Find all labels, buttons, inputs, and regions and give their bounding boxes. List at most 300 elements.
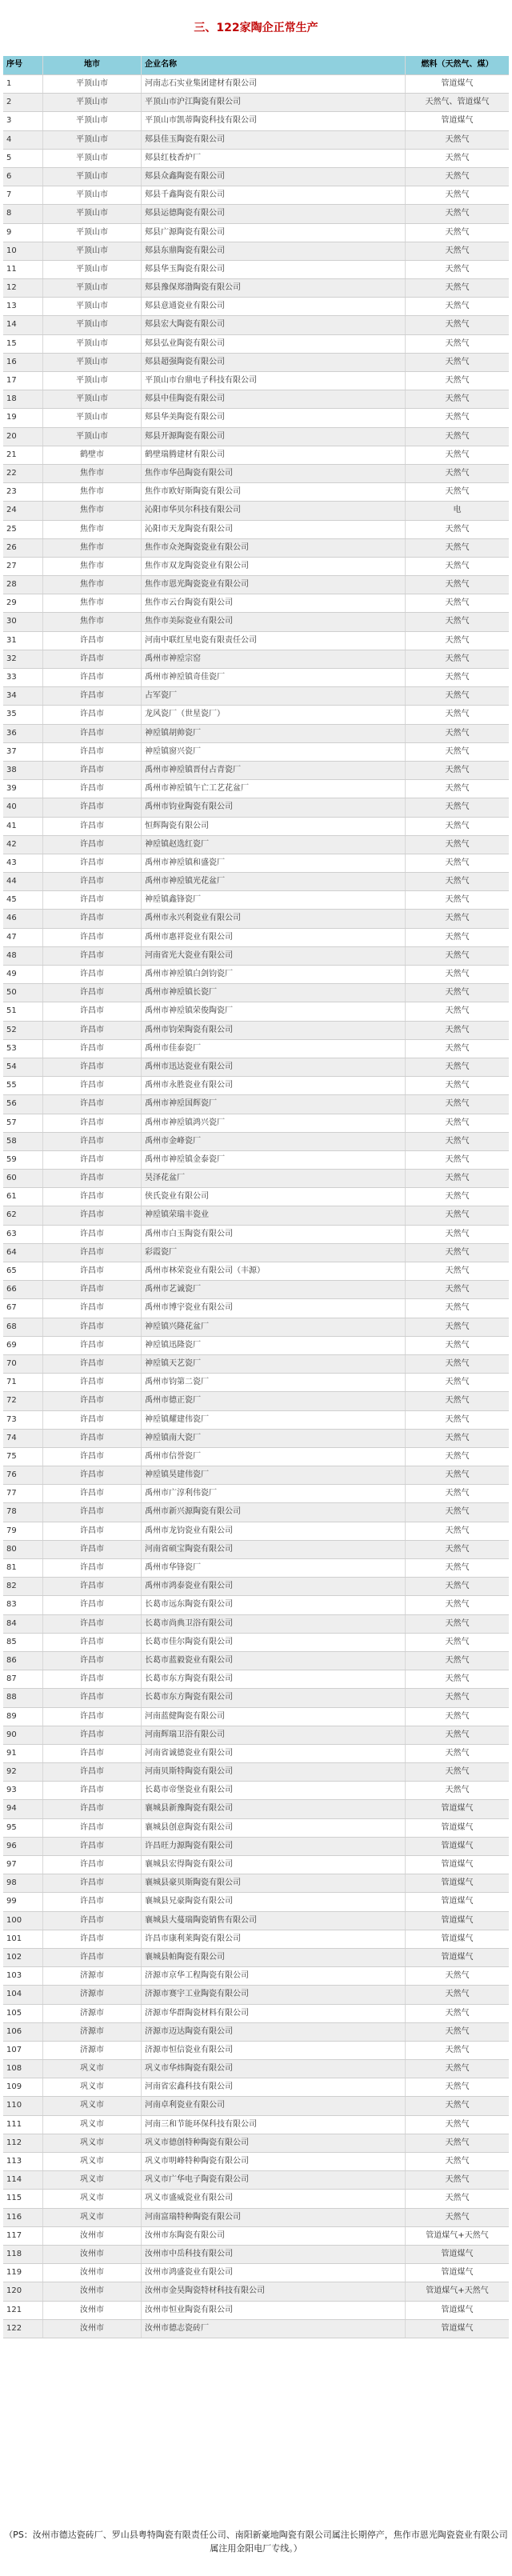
table-row	[3, 613, 509, 631]
row-fuel: 天然气	[445, 450, 470, 459]
row-city: 巩义市	[43, 2078, 142, 2096]
row-city: 济源市	[43, 2005, 142, 2022]
row-city: 许昌市	[43, 650, 142, 668]
row-city: 许昌市	[43, 1559, 142, 1577]
row-city: 平顶山市	[43, 112, 142, 130]
row-city: 许昌市	[43, 1392, 142, 1410]
row-company: 河南蓝健陶瓷有限公司	[142, 1708, 406, 1726]
row-city: 焦作市	[43, 594, 142, 612]
row-company: 禹州市钧第二瓷厂	[142, 1374, 406, 1391]
row-fuel: 管道煤气	[441, 2268, 474, 2278]
row-city: 许昌市	[43, 1652, 142, 1670]
row-index: 59	[3, 1151, 43, 1169]
row-index: 98	[3, 1874, 43, 1892]
table-row	[3, 1337, 509, 1355]
table-row	[3, 1226, 509, 1244]
row-company: 郏县中佳陶瓷有限公司	[142, 390, 406, 408]
row-city: 平顶山市	[43, 168, 142, 186]
row-index: 64	[3, 1244, 43, 1262]
row-fuel: 天然气	[445, 413, 470, 422]
row-index: 1	[3, 75, 43, 93]
row-fuel: 天然气	[445, 1358, 470, 1368]
table-row	[3, 1745, 509, 1763]
row-city: 平顶山市	[43, 242, 142, 260]
row-index: 6	[3, 168, 43, 186]
row-fuel: 天然气	[445, 970, 470, 978]
row-city: 许昌市	[43, 632, 142, 650]
row-fuel: 管道煤气	[441, 116, 474, 126]
row-index: 76	[3, 1466, 43, 1484]
row-city: 许昌市	[43, 1578, 142, 1595]
row-index: 45	[3, 891, 43, 909]
row-index: 106	[3, 2023, 43, 2041]
row-index: 79	[3, 1522, 43, 1540]
table-row	[3, 2264, 509, 2282]
row-company: 郏县豫保郑渤陶瓷有限公司	[142, 279, 406, 297]
row-fuel: 天然气	[445, 1618, 470, 1628]
row-fuel: 天然气	[445, 654, 470, 663]
table-row	[3, 1466, 509, 1485]
row-city: 许昌市	[43, 1615, 142, 1633]
table-row	[3, 1967, 509, 1986]
table-row	[3, 1986, 509, 2004]
row-company: 襄城县创意陶瓷有限公司	[142, 1819, 406, 1837]
row-index: 85	[3, 1634, 43, 1651]
row-city: 平顶山市	[43, 409, 142, 426]
row-company: 河南贝斯特陶瓷有限公司	[142, 1763, 406, 1781]
table-row	[3, 1392, 509, 1410]
row-company: 郏县佳玉陶瓷有限公司	[142, 131, 406, 149]
row-fuel: 天然气	[445, 1507, 470, 1517]
row-city: 许昌市	[43, 947, 142, 965]
table-row	[3, 2246, 509, 2264]
table-row	[3, 706, 509, 724]
row-index: 94	[3, 1800, 43, 1818]
row-index: 90	[3, 1726, 43, 1744]
table-row	[3, 910, 509, 928]
row-company: 禹州市钧业陶瓷有限公司	[142, 798, 406, 816]
table-row	[3, 428, 509, 446]
table-row	[3, 1077, 509, 1095]
row-company: 襄城县帕陶瓷有限公司	[142, 1949, 406, 1966]
row-fuel: 天然气	[445, 673, 470, 682]
row-index: 81	[3, 1559, 43, 1577]
row-fuel: 天然气	[445, 746, 470, 756]
row-company: 禹州市神垕国辉瓷厂	[142, 1095, 406, 1113]
table-row	[3, 390, 509, 409]
row-index: 17	[3, 372, 43, 390]
table-row	[3, 687, 509, 706]
row-city: 济源市	[43, 1967, 142, 1985]
row-fuel: 天然气	[445, 1025, 470, 1034]
row-company: 神垕镇兴隆花盆厂	[142, 1318, 406, 1336]
row-city: 平顶山市	[43, 279, 142, 297]
row-company: 禹州市钧荣陶瓷有限公司	[142, 1022, 406, 1039]
row-company: 昊泽花盆厂	[142, 1170, 406, 1187]
table-row	[3, 298, 509, 316]
row-index: 53	[3, 1040, 43, 1058]
row-company: 禹州市永胜瓷业有限公司	[142, 1077, 406, 1094]
row-fuel: 天然气	[445, 283, 470, 293]
row-index: 92	[3, 1763, 43, 1781]
row-company: 汝州市德志瓷砖厂	[142, 2320, 406, 2338]
row-index: 16	[3, 354, 43, 371]
row-index: 28	[3, 576, 43, 594]
row-city: 许昌市	[43, 1782, 142, 1799]
table-row	[3, 1578, 509, 1596]
table-row	[3, 1559, 509, 1578]
row-city: 平顶山市	[43, 205, 142, 222]
row-company: 禹州市神垕镇金泰瓷厂	[142, 1151, 406, 1169]
row-fuel: 天然气	[445, 858, 470, 867]
row-company: 侠氏瓷业有限公司	[142, 1188, 406, 1206]
row-company: 神垕镇荣瑞丰瓷业	[142, 1206, 406, 1224]
row-fuel: 天然气	[445, 1081, 470, 1090]
row-company: 禹州市神垕镇午亡工艺花盆厂	[142, 780, 406, 798]
row-fuel: 天然气	[445, 2064, 470, 2074]
row-index: 77	[3, 1485, 43, 1502]
row-index: 44	[3, 873, 43, 890]
row-city: 汝州市	[43, 2320, 142, 2338]
row-index: 89	[3, 1708, 43, 1726]
row-company: 沁阳市华贝尔科技有限公司	[142, 502, 406, 519]
row-city: 平顶山市	[43, 94, 142, 111]
header-cell-index: 序号	[3, 56, 43, 74]
row-fuel: 天然气	[445, 1099, 470, 1109]
row-fuel: 天然气	[445, 209, 470, 218]
row-company: 河南志石实业集团建材有限公司	[142, 75, 406, 93]
row-company: 禹州市神垕镇长瓷厂	[142, 984, 406, 1002]
row-company: 禹州市华锋瓷厂	[142, 1559, 406, 1577]
row-city: 许昌市	[43, 1745, 142, 1762]
table-row	[3, 1893, 509, 1911]
table-row	[3, 2302, 509, 2320]
row-company: 禹州市神垕镇奇佳瓷厂	[142, 669, 406, 686]
table-row	[3, 2078, 509, 2097]
row-fuel: 天然气	[445, 635, 470, 645]
row-fuel: 天然气	[445, 1136, 470, 1146]
row-city: 许昌市	[43, 1708, 142, 1726]
table-row	[3, 929, 509, 947]
row-index: 60	[3, 1170, 43, 1187]
row-fuel: 天然气	[445, 227, 470, 237]
row-index: 96	[3, 1838, 43, 1855]
row-company: 长葛市蓝毅瓷业有限公司	[142, 1652, 406, 1670]
row-index: 22	[3, 465, 43, 482]
row-index: 83	[3, 1596, 43, 1614]
row-index: 74	[3, 1430, 43, 1447]
row-company: 焦作市恩光陶瓷瓷业有限公司	[142, 576, 406, 594]
row-index: 29	[3, 594, 43, 612]
table-row	[3, 1485, 509, 1503]
row-index: 27	[3, 558, 43, 575]
row-index: 97	[3, 1856, 43, 1874]
row-city: 汝州市	[43, 2246, 142, 2263]
row-fuel: 天然气	[445, 1229, 470, 1238]
table-row	[3, 1058, 509, 1077]
table-row	[3, 1022, 509, 1040]
row-city: 巩义市	[43, 2134, 142, 2152]
row-city: 汝州市	[43, 2302, 142, 2319]
row-city: 许昌市	[43, 1726, 142, 1744]
table-row	[3, 2153, 509, 2171]
row-index: 121	[3, 2302, 43, 2319]
row-city: 许昌市	[43, 687, 142, 705]
row-index: 63	[3, 1226, 43, 1243]
table-row	[3, 1782, 509, 1800]
row-company: 巩义市华炜陶瓷有限公司	[142, 2060, 406, 2078]
row-company: 汝州市金昊陶瓷特材科技有限公司	[142, 2282, 406, 2300]
row-city: 平顶山市	[43, 354, 142, 371]
row-index: 19	[3, 409, 43, 426]
row-company: 河南省宏鑫科技有限公司	[142, 2078, 406, 2096]
row-city: 汝州市	[43, 2282, 142, 2300]
row-index: 104	[3, 1986, 43, 2003]
table-row	[3, 1670, 509, 1689]
table-row	[3, 1411, 509, 1430]
row-city: 焦作市	[43, 558, 142, 575]
row-fuel: 管道煤气+天然气	[426, 2286, 489, 2296]
row-fuel: 管道煤气	[441, 2305, 474, 2314]
row-fuel: 天然气	[445, 1303, 470, 1313]
row-company: 郏县华美陶瓷有限公司	[142, 409, 406, 426]
row-index: 82	[3, 1578, 43, 1595]
table-row	[3, 261, 509, 279]
table-row	[3, 2190, 509, 2208]
row-city: 许昌市	[43, 1448, 142, 1466]
table-row	[3, 1188, 509, 1206]
row-index: 95	[3, 1819, 43, 1837]
row-index: 24	[3, 502, 43, 519]
row-city: 平顶山市	[43, 186, 142, 204]
table-row	[3, 1708, 509, 1726]
row-index: 38	[3, 762, 43, 779]
row-index: 33	[3, 669, 43, 686]
table-row	[3, 1151, 509, 1170]
row-fuel: 天然气	[445, 988, 470, 998]
row-company: 襄城县豪贝斯陶瓷有限公司	[142, 1874, 406, 1892]
row-city: 许昌市	[43, 1670, 142, 1688]
row-index: 8	[3, 205, 43, 222]
table-row	[3, 279, 509, 298]
row-city: 许昌市	[43, 1077, 142, 1094]
row-fuel: 天然气	[445, 561, 470, 570]
row-city: 汝州市	[43, 2264, 142, 2282]
table-row	[3, 1800, 509, 1818]
table-row	[3, 150, 509, 168]
row-city: 许昌市	[43, 1522, 142, 1540]
row-company: 焦作市欧好斯陶瓷有限公司	[142, 483, 406, 501]
row-index: 100	[3, 1912, 43, 1930]
row-index: 56	[3, 1095, 43, 1113]
row-index: 71	[3, 1374, 43, 1391]
row-index: 42	[3, 836, 43, 854]
row-index: 48	[3, 947, 43, 965]
row-company: 禹州市惠祥瓷业有限公司	[142, 929, 406, 946]
row-fuel: 天然气	[445, 1748, 470, 1758]
table-row	[3, 966, 509, 984]
table-row	[3, 205, 509, 223]
row-city: 许昌市	[43, 1485, 142, 1502]
row-city: 许昌市	[43, 1206, 142, 1224]
row-city: 焦作市	[43, 465, 142, 482]
row-city: 许昌市	[43, 818, 142, 835]
row-fuel: 天然气	[445, 190, 470, 200]
row-company: 襄城县宏得陶瓷有限公司	[142, 1856, 406, 1874]
row-city: 巩义市	[43, 2116, 142, 2134]
row-city: 鹤壁市	[43, 446, 142, 464]
row-company: 焦作市云台陶瓷有限公司	[142, 594, 406, 612]
row-company: 禹州市迅达瓷业有限公司	[142, 1058, 406, 1076]
row-fuel: 天然气	[445, 2194, 470, 2203]
row-index: 87	[3, 1670, 43, 1688]
row-city: 许昌市	[43, 1337, 142, 1354]
row-company: 郏县开源陶瓷有限公司	[142, 428, 406, 446]
row-city: 许昌市	[43, 1466, 142, 1484]
row-index: 62	[3, 1206, 43, 1224]
table-row	[3, 2023, 509, 2042]
table-row	[3, 1726, 509, 1745]
row-fuel: 天然气	[445, 1711, 470, 1721]
row-fuel: 天然气	[445, 839, 470, 849]
table-row	[3, 168, 509, 186]
row-city: 许昌市	[43, 725, 142, 742]
table-row	[3, 558, 509, 576]
row-city: 许昌市	[43, 1022, 142, 1039]
row-city: 济源市	[43, 2023, 142, 2041]
row-fuel: 天然气	[445, 1451, 470, 1461]
row-company: 禹州市神垕镇荣俊陶瓷厂	[142, 1002, 406, 1020]
row-fuel: 天然气	[445, 1563, 470, 1572]
row-city: 平顶山市	[43, 261, 142, 278]
row-fuel: 天然气	[445, 171, 470, 181]
row-city: 济源市	[43, 1986, 142, 2003]
row-city: 许昌市	[43, 1838, 142, 1855]
row-company: 焦作市美际瓷业有限公司	[142, 613, 406, 630]
row-company: 禹州市龙钧瓷业有限公司	[142, 1522, 406, 1540]
table-row	[3, 1838, 509, 1856]
row-company: 济源市赛宇工业陶瓷有限公司	[142, 1986, 406, 2003]
row-fuel: 管道煤气	[441, 1804, 474, 1814]
table-row	[3, 94, 509, 112]
table-row	[3, 1930, 509, 1949]
row-city: 许昌市	[43, 910, 142, 927]
row-index: 103	[3, 1967, 43, 1985]
row-fuel: 天然气	[445, 1730, 470, 1739]
enterprise-table	[3, 56, 509, 2338]
row-index: 72	[3, 1392, 43, 1410]
row-city: 许昌市	[43, 966, 142, 983]
row-city: 许昌市	[43, 1133, 142, 1150]
row-index: 70	[3, 1355, 43, 1373]
row-fuel: 天然气	[445, 1433, 470, 1442]
row-city: 许昌市	[43, 1355, 142, 1373]
row-fuel: 天然气	[445, 1210, 470, 1220]
row-index: 105	[3, 2005, 43, 2022]
row-index: 23	[3, 483, 43, 501]
row-city: 许昌市	[43, 836, 142, 854]
table-body	[3, 75, 509, 2338]
row-city: 平顶山市	[43, 316, 142, 334]
row-city: 许昌市	[43, 706, 142, 723]
table-row	[3, 354, 509, 372]
row-fuel: 天然气	[445, 1154, 470, 1164]
row-index: 116	[3, 2209, 43, 2226]
table-row	[3, 2005, 509, 2023]
row-index: 113	[3, 2153, 43, 2170]
row-company: 长葛市东方陶瓷有限公司	[142, 1670, 406, 1688]
row-index: 10	[3, 242, 43, 260]
row-index: 58	[3, 1133, 43, 1150]
row-index: 86	[3, 1652, 43, 1670]
table-row	[3, 891, 509, 910]
table-row	[3, 1912, 509, 1930]
row-company: 许昌旺力源陶瓷有限公司	[142, 1838, 406, 1855]
row-index: 34	[3, 687, 43, 705]
row-index: 69	[3, 1337, 43, 1354]
row-fuel: 天然气	[445, 932, 470, 942]
table-row	[3, 335, 509, 354]
table-row	[3, 818, 509, 836]
header-cell-city: 地市	[43, 56, 142, 74]
row-fuel: 天然气	[445, 1767, 470, 1777]
row-fuel: 管道煤气	[441, 1860, 474, 1869]
row-index: 15	[3, 335, 43, 353]
row-fuel: 天然气	[445, 728, 470, 738]
row-index: 43	[3, 854, 43, 872]
row-index: 117	[3, 2227, 43, 2245]
row-fuel: 天然气	[445, 487, 470, 497]
row-company: 郏县东鼎陶瓷有限公司	[142, 242, 406, 260]
table-row	[3, 1522, 509, 1541]
row-fuel: 天然气	[445, 1006, 470, 1016]
row-city: 许昌市	[43, 1040, 142, 1058]
row-fuel: 天然气	[445, 1600, 470, 1610]
table-row	[3, 502, 509, 520]
row-fuel: 天然气	[445, 2212, 470, 2222]
table-row	[3, 1541, 509, 1559]
row-company: 神垕镇耀建伟瓷厂	[142, 1411, 406, 1429]
row-index: 67	[3, 1299, 43, 1317]
row-fuel: 管道煤气	[441, 1841, 474, 1850]
row-fuel: 天然气	[445, 2045, 470, 2054]
row-company: 郏县宏大陶瓷有限公司	[142, 316, 406, 334]
row-index: 80	[3, 1541, 43, 1558]
row-city: 焦作市	[43, 576, 142, 594]
row-fuel: 天然气	[445, 1378, 470, 1387]
row-fuel: 管道煤气	[441, 2323, 474, 2333]
table-row	[3, 2060, 509, 2078]
table-row	[3, 409, 509, 427]
row-index: 66	[3, 1281, 43, 1298]
row-company: 长葛市帝堡瓷业有限公司	[142, 1782, 406, 1799]
row-fuel: 天然气	[445, 357, 470, 366]
row-city: 许昌市	[43, 1411, 142, 1429]
table-row	[3, 1430, 509, 1448]
row-city: 平顶山市	[43, 150, 142, 167]
table-row	[3, 521, 509, 539]
row-company: 禹州市佳泰瓷厂	[142, 1040, 406, 1058]
row-index: 11	[3, 261, 43, 278]
row-fuel: 天然气	[445, 1192, 470, 1202]
row-fuel: 天然气	[445, 914, 470, 923]
row-company: 郏县红枝香炉厂	[142, 150, 406, 167]
table-row	[3, 1133, 509, 1151]
row-company: 禹州市永兴利瓷业有限公司	[142, 910, 406, 927]
row-index: 21	[3, 446, 43, 464]
row-fuel: 天然气	[445, 1396, 470, 1406]
row-city: 平顶山市	[43, 298, 142, 315]
